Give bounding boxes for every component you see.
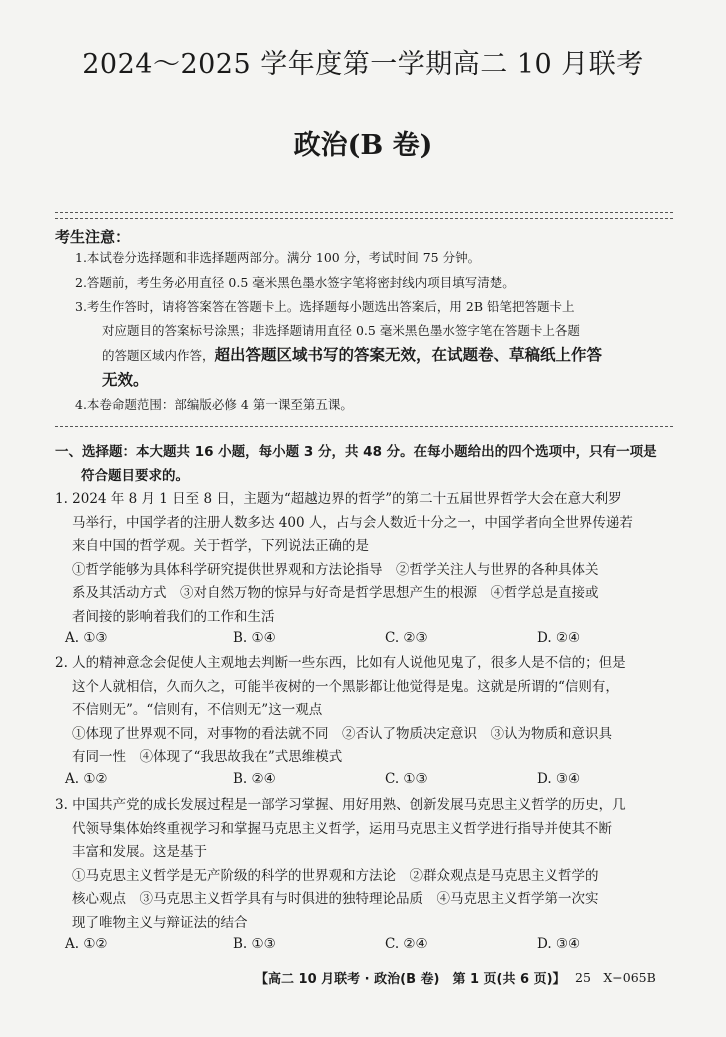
notice-item-3-bold1: 超出答题区域书写的答案无效，在试题卷、草稿纸上作答 — [214, 346, 603, 364]
paper-code: 25 X−065B — [575, 970, 656, 985]
question-3 — [55, 794, 677, 935]
option-d: D. ③④ — [537, 936, 581, 952]
option-c: C. ②③ — [385, 630, 428, 646]
question-1-line: 来自中国的哲学观。关于哲学，下列说法正确的是 — [72, 538, 369, 554]
question-3-line: 现了唯物主义与辩证法的结合 — [72, 914, 248, 931]
question-1 — [55, 488, 677, 629]
notice-item-3-line2: 对应题目的答案标号涂黑；非选择题请用直径 0.5 毫米黑色墨水签字笔在答题卡上各题 — [102, 323, 580, 338]
question-1-line: 1. 2024 年 8 月 1 日至 8 日，主题为“超越边界的哲学”的第二十五届世界哲学大会在意大利罗 — [55, 491, 622, 507]
question-1-line: 者间接的影响着我们的工作和生活 — [72, 608, 275, 625]
top-dashed-divider-2 — [55, 218, 673, 219]
option-c: C. ①③ — [385, 771, 428, 787]
question-2 — [55, 652, 677, 770]
notice-title: 考生注意： — [55, 228, 131, 246]
question-3-line: ①马克思主义哲学是无产阶级的科学的世界观和方法论 ②群众观点是马克思主义哲学的 — [72, 867, 599, 884]
notice-item-3-line3: 的答题区域内作答， — [102, 348, 215, 363]
section-heading-line1: 一、选择题：本大题共 16 小题，每小题 3 分，共 48 分。在每小题给出的四个选项中，只有一项是 — [55, 444, 657, 460]
question-3-line: 3. 中国共产党的成长发展过程是一部学习掌握、用好用熟、创新发展马克思主义哲学的历史，几 — [55, 797, 626, 813]
option-d: D. ③④ — [537, 771, 581, 787]
option-b: B. ①④ — [233, 630, 276, 646]
exam-title: 2024～2025 学年度第一学期高二 10 月联考 — [82, 49, 644, 80]
notice-item-4: 4.本卷命题范围：部编版必修 4 第一课至第五课。 — [75, 397, 353, 412]
question-3-line: 核心观点 ③马克思主义哲学具有与时俱进的独特理论品质 ④马克思主义哲学第一次实 — [72, 891, 599, 907]
notice-item-1: 1.本试卷分选择题和非选择题两部分。满分 100 分，考试时间 75 分钟。 — [75, 250, 481, 265]
section-heading-line2: 符合题目要求的。 — [81, 468, 189, 484]
question-2-line: ①体现了世界观不同，对事物的看法就不同 ②否认了物质决定意识 ③认为物质和意识具 — [72, 725, 612, 742]
question-1-line: ①哲学能够为具体科学研究提供世界观和方法论指导 ②哲学关注人与世界的各种具体关 — [72, 561, 599, 578]
option-a: A. ①③ — [65, 630, 108, 646]
option-a: A. ①② — [65, 771, 108, 787]
notice-item-2: 2.答题前，考生务必用直径 0.5 毫米黑色墨水签字笔将密封线内项目填写清楚。 — [75, 275, 515, 290]
option-a: A. ①② — [65, 936, 108, 952]
question-3-options — [65, 936, 665, 958]
question-2-line: 不信则无”。“信则有，不信则无”这一观点 — [72, 702, 323, 718]
section-heading — [55, 440, 680, 488]
notice-item-3-bold2: 无效。 — [102, 371, 149, 389]
question-2-line: 2. 人的精神意念会促使人主观地去判断一些东西，比如有人说他见鬼了，很多人是不信的；但是 — [55, 655, 626, 671]
option-d: D. ②④ — [537, 630, 581, 646]
question-1-options — [65, 630, 665, 652]
option-c: C. ②④ — [385, 936, 428, 952]
question-3-line: 丰富和发展。这是基于 — [72, 844, 207, 860]
option-b: B. ①③ — [233, 936, 276, 952]
question-2-line: 这个人就相信，久而久之，可能半夜树的一个黑影都让他觉得是鬼。这就是所谓的“信则有， — [72, 678, 619, 695]
question-1-line: 系及其活动方式 ③对自然万物的惊异与好奇是哲学思想产生的根源 ④哲学总是直接或 — [72, 585, 599, 601]
page-footer: 【高二 10 月联考 · 政治(B 卷) 第 1 页(共 6 页)】 — [255, 972, 566, 987]
question-2-options — [65, 771, 665, 793]
top-dashed-divider — [55, 212, 673, 213]
question-2-line: 有同一性 ④体现了“我思故我在”式思维模式 — [72, 749, 343, 765]
notice-item-3 — [75, 295, 675, 392]
question-1-line: 马举行，中国学者的注册人数多达 400 人，占与会人数近十分之一，中国学者向全世界传递若 — [72, 514, 633, 531]
question-3-line: 代领导集体始终重视学习和掌握马克思主义哲学，运用马克思主义哲学进行指导并使其不断 — [72, 820, 612, 837]
option-b: B. ②④ — [233, 771, 276, 787]
exam-subject: 政治(B 卷) — [293, 130, 433, 161]
notice-item-3-line1: 3.考生作答时，请将答案答在答题卡上。选择题每小题选出答案后，用 2B 铅笔把答题卡上 — [75, 299, 575, 314]
notice-item-3-line3-wrap — [75, 343, 675, 368]
bottom-dashed-divider — [55, 426, 673, 427]
